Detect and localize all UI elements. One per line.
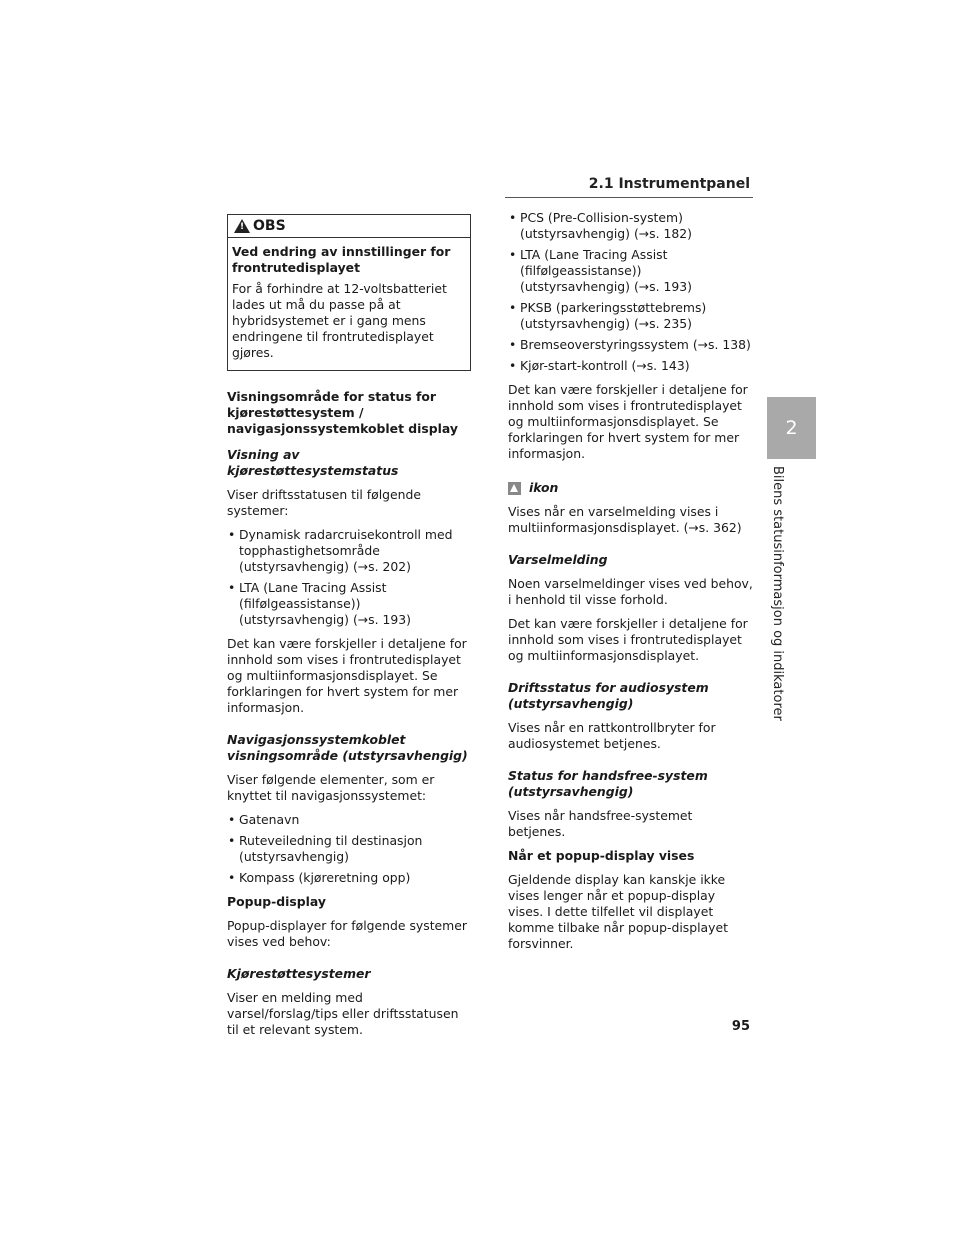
paragraph: Det kan være forskjeller i detaljene for innhold som vises i frontrutedisplayet og multiinformasjonsdisplayet. Se forklaringen for hvert system for mer informasjon. (227, 636, 467, 715)
page-header-title: 2.1 Instrumentpanel (588, 176, 750, 192)
subheading: Visning av kjørestøttesystemstatus (227, 447, 399, 478)
paragraph: Vises når en varselmelding vises i multiinformasjonsdisplayet. (→s. 362) (508, 504, 742, 535)
paragraph: Det kan være forskjeller i detaljene for innhold som vises i frontrutedisplayet og multiinformasjonsdisplayet. Se forklaringen for hvert system for mer informasjon. (508, 382, 748, 461)
paragraph: Noen varselmeldinger vises ved behov, i henhold til visse forhold. (508, 576, 753, 607)
list-item: • Bremseoverstyringssystem (→s. 138) (508, 337, 753, 353)
obs-notice (227, 214, 471, 371)
list-item: • Dynamisk radarcruisekontroll med topphastighetsområde (utstyrsavhengig) (→s. 202) (227, 527, 471, 575)
list-item: • PCS (Pre-Collision-system) (utstyrsavhengig) (→s. 182) (508, 210, 753, 242)
paragraph: Det kan være forskjeller i detaljene for innhold som vises i frontrutedisplayet og multiinformasjonsdisplayet. (508, 616, 748, 663)
obs-heading: Ved endring av innstillinger for frontrutedisplayet (232, 244, 451, 275)
paragraph: Vises når handsfree-systemet betjenes. (508, 808, 693, 839)
header-divider (505, 197, 753, 198)
section-heading: Visningsområde for status for kjørestøttesystem / navigasjonssystemkoblet display (227, 389, 458, 436)
chapter-tab (767, 397, 816, 459)
chapter-title: Bilens statusinformasjon og indikatorer (770, 466, 785, 721)
icon-heading (508, 480, 753, 496)
page-number: 95 (731, 1019, 750, 1034)
obs-header (228, 215, 470, 238)
left-column (227, 214, 471, 1046)
list-item: • LTA (Lane Tracing Assist (filfølgeassistanse)) (utstyrsavhengig) (→s. 193) (227, 580, 471, 628)
warning-icon (234, 219, 250, 233)
subheading: Varselmelding (508, 552, 608, 567)
subheading: Navigasjonssystemkoblet visningsområde (utstyrsavhengig) (227, 732, 468, 763)
chapter-number: 2 (785, 417, 798, 439)
paragraph: Popup-displayer for følgende systemer vises ved behov: (227, 918, 467, 949)
bullet-list (227, 527, 471, 628)
subheading: Driftsstatus for audiosystem (utstyrsavhengig) (508, 680, 709, 711)
list-item: • Ruteveiledning til destinasjon (utstyrsavhengig) (227, 833, 471, 865)
subheading: Kjørestøttesystemer (227, 966, 371, 981)
list-item: • Gatenavn (227, 812, 471, 828)
master-warning-icon (508, 482, 521, 495)
paragraph: Viser driftsstatusen til følgende systemer: (227, 487, 422, 518)
popup-heading: Når et popup-display vises (508, 848, 695, 863)
list-item: • Kompass (kjøreretning opp) (227, 870, 471, 886)
subheading: Status for handsfree-system (utstyrsavhengig) (508, 768, 708, 799)
popup-heading: Popup-display (227, 894, 326, 909)
right-column (508, 210, 753, 960)
list-item: • LTA (Lane Tracing Assist (filfølgeassistanse)) (utstyrsavhengig) (→s. 193) (508, 247, 753, 295)
paragraph: Viser en melding med varsel/forslag/tips eller driftsstatusen til et relevant system. (227, 990, 459, 1037)
paragraph: Viser følgende elementer, som er knyttet til navigasjonssystemet: (227, 772, 435, 803)
list-item: • Kjør-start-kontroll (→s. 143) (508, 358, 753, 374)
paragraph: Gjeldende display kan kanskje ikke vises lenger når et popup-display vises. I dette tilfellet vil displayet komme tilbake når popup-displayet forsvinner. (508, 872, 728, 951)
obs-text: For å forhindre at 12-voltsbatteriet lades ut må du passe på at hybridsystemet er i gang mens endringene til frontrutedisplayet gjøres. (232, 281, 447, 360)
list-item: • PKSB (parkeringsstøttebrems) (utstyrsavhengig) (→s. 235) (508, 300, 753, 332)
bullet-list (227, 812, 471, 886)
paragraph: Vises når en rattkontrollbryter for audiosystemet betjenes. (508, 720, 716, 751)
icon-heading-label: ikon (529, 480, 559, 495)
obs-label: OBS (253, 218, 286, 234)
obs-body (228, 238, 470, 370)
bullet-list (508, 210, 753, 374)
